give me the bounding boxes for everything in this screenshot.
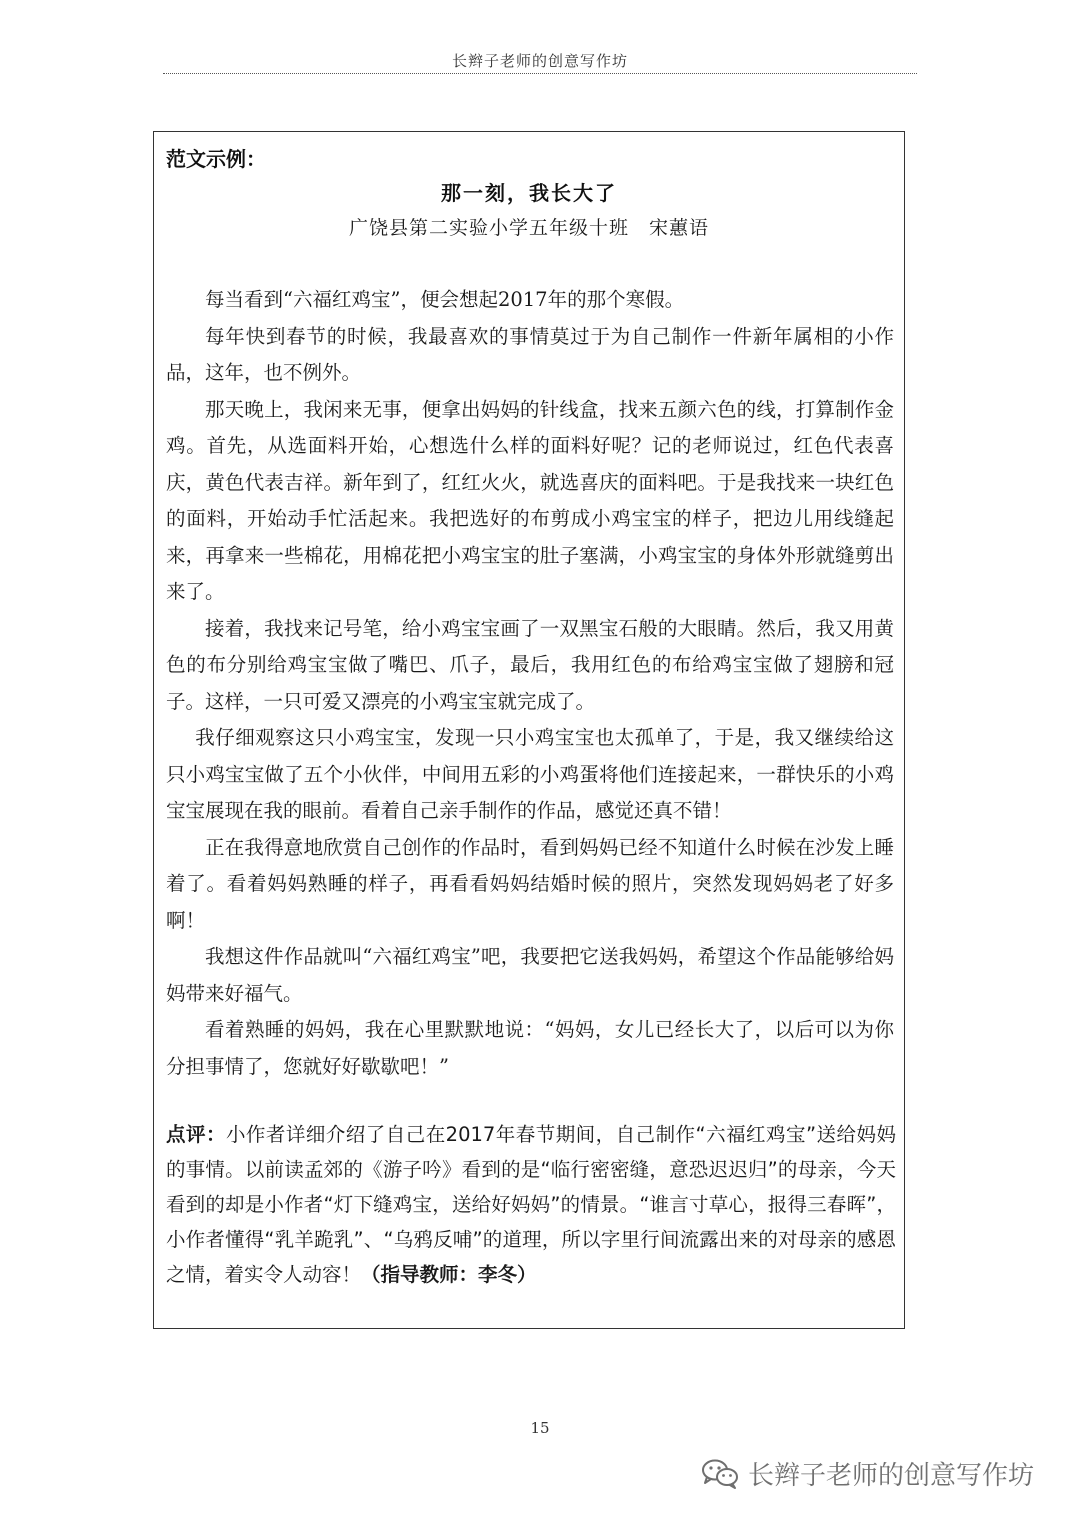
section-label: 范文示例： — [166, 147, 266, 171]
essay-body — [166, 282, 894, 1085]
watermark — [700, 1455, 1034, 1492]
comment-label: 点评： — [166, 1123, 226, 1146]
header-divider — [163, 73, 917, 74]
comment-teacher: （指导教师：李冬） — [361, 1263, 537, 1286]
comment-text: 小作者详细介绍了自己在2017年春节期间，自己制作“六福红鸡宝”送给妈妈的事情。以前读孟郊的《游子吟》看到的是“临行密密缝，意恐迟迟归”的母亲，今天看到的却是小作者“灯下缝鸡宝，送给好妈妈”的情景。“谁言寸草心，报得三春晖”，小作者懂得“乳羊跪乳”、“乌鸦反哺”的道理，所以字里行间流露出来的对母亲的感恩之情，着实令人动容！ — [166, 1123, 896, 1286]
teacher-comment — [166, 1117, 896, 1292]
essay-paragraph: 那天晚上，我闲来无事，便拿出妈妈的针线盒，找来五颜六色的线，打算制作金鸡。首先，从选面料开始，心想选什么样的面料好呢？记的老师说过，红色代表喜庆，黄色代表吉祥。新年到了，红红火火，就选喜庆的面料吧。于是我找来一块红色的面料，开始动手忙活起来。我把选好的布剪成小鸡宝宝的样子，把边儿用线缝起来，再拿来一些棉花，用棉花把小鸡宝宝的肚子塞满，小鸡宝宝的身体外形就缝剪出来了。 — [166, 397, 894, 603]
essay-paragraph: 我想这件作品就叫“六福红鸡宝”吧，我要把它送我妈妈，希望这个作品能够给妈妈带来好福气。 — [166, 945, 894, 1005]
essay-paragraph: 看着熟睡的妈妈，我在心里默默地说：“妈妈，女儿已经长大了，以后可以为你分担事情了，您就好好歇歇吧！” — [166, 1018, 894, 1078]
essay-paragraph: 每年快到春节的时候，我最喜欢的事情莫过于为自己制作一件新年属相的小作品，这年，也不例外。 — [166, 324, 894, 384]
watermark-text: 长辫子老师的创意写作坊 — [748, 1461, 1035, 1491]
essay-paragraph: 正在我得意地欣赏自己创作的作品时，看到妈妈已经不知道什么时候在沙发上睡着了。看着妈妈熟睡的样子，再看看妈妈结婚时候的照片，突然发现妈妈老了好多啊！ — [166, 835, 894, 932]
essay-paragraph: 我仔细观察这只小鸡宝宝，发现一只小鸡宝宝也太孤单了，于是，我又继续给这只小鸡宝宝做了五个小伙伴，中间用五彩的小鸡蛋将他们连接起来，一群快乐的小鸡宝宝展现在我的眼前。看着自己亲手制作的作品，感觉还真不错！ — [166, 726, 894, 822]
essay-paragraph: 接着，我找来记号笔，给小鸡宝宝画了一双黑宝石般的大眼睛。然后，我又用黄色的布分别给鸡宝宝做了嘴巴、爪子，最后，我用红色的布给鸡宝宝做了翅膀和冠子。这样，一只可爱又漂亮的小鸡宝宝就完成了。 — [166, 616, 894, 713]
essay-title: 那一刻，我长大了 — [441, 181, 617, 205]
page-number: 15 — [530, 1419, 550, 1437]
essay-author: 广饶县第二实验小学五年级十班 宋蕙语 — [348, 217, 709, 239]
essay-paragraph: 每当看到“六福红鸡宝”，便会想起2017年的那个寒假。 — [205, 288, 685, 311]
page-header: 长辫子老师的创意写作坊 — [451, 52, 628, 70]
wechat-icon — [700, 1458, 740, 1490]
